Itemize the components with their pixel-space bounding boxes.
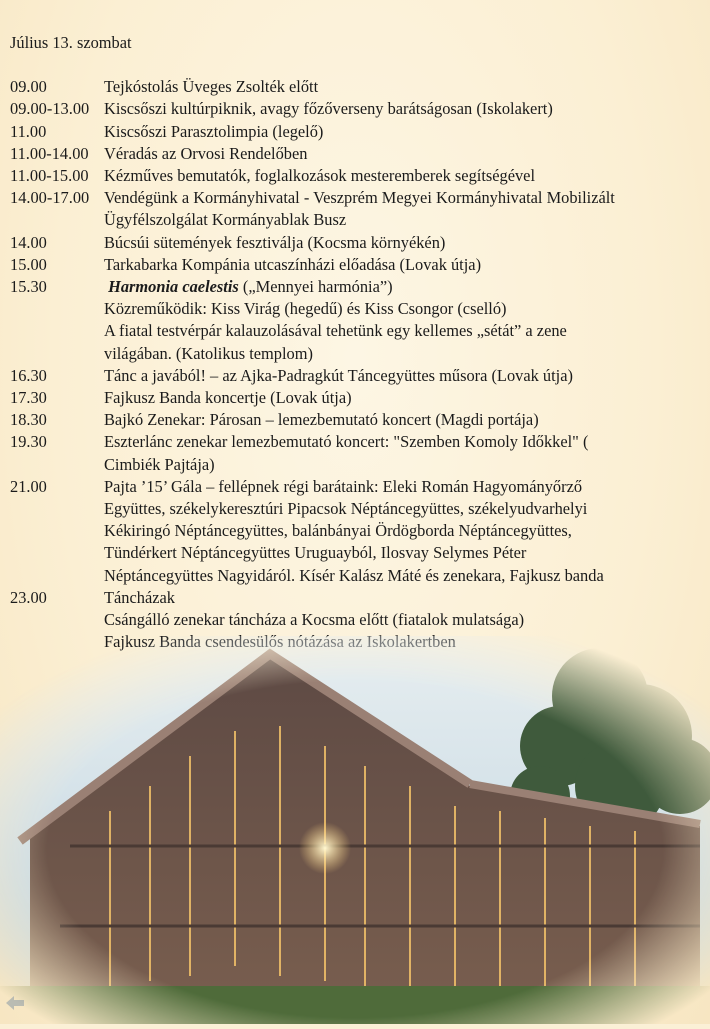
schedule-description — [104, 121, 700, 143]
description-line: Kézműves bemutatók, foglalkozások mesteremberek segítségével — [104, 166, 536, 186]
schedule-row — [10, 187, 700, 231]
schedule-description — [104, 409, 700, 431]
schedule-row — [10, 409, 700, 431]
description-line: Tejkóstolás Üveges Zsolték előtt — [104, 77, 319, 97]
schedule-time: 15.30 — [10, 277, 47, 297]
schedule-description — [104, 387, 700, 409]
back-arrow-icon[interactable] — [6, 996, 24, 1010]
schedule-description — [104, 431, 700, 475]
schedule-row — [10, 76, 700, 98]
schedule-description — [104, 143, 700, 165]
schedule-description — [104, 76, 700, 98]
description-line: Tarkabarka Kompánia utcaszínházi előadása (Lovak útja) — [104, 254, 482, 274]
description-line: Csángálló zenekar táncháza a Kocsma előtt (fiatalok mulatsága) — [104, 610, 525, 630]
schedule-row — [10, 232, 700, 254]
schedule-row — [10, 98, 700, 120]
description-line: Pajta ’15’ Gála – fellépnek régi barátaink: Eleki Román Hagyományőrző — [104, 476, 583, 496]
schedule-row — [10, 365, 700, 387]
page-title: Július 13. szombat — [10, 33, 132, 52]
schedule-time: 15.00 — [10, 254, 47, 274]
schedule-time: 16.30 — [10, 365, 47, 385]
description-line: Búcsúi sütemények fesztiválja (Kocsma környékén) — [104, 232, 446, 252]
description-line: világában. (Katolikus templom) — [104, 343, 313, 363]
description-line: Cimbiék Pajtája) — [104, 454, 215, 474]
schedule-row — [10, 476, 700, 587]
description-line: Kékiringó Néptáncegyüttes, balánbányai Ördögborda Néptáncegyüttes, — [104, 521, 572, 541]
schedule-row — [10, 254, 700, 276]
description-line: Bajkó Zenekar: Párosan – lemezbemutató koncert (Magdi portája) — [104, 410, 539, 430]
schedule-time: 11.00-15.00 — [10, 166, 89, 186]
schedule-description — [104, 187, 700, 231]
schedule-description — [104, 365, 700, 387]
schedule-time: 11.00-14.00 — [10, 143, 89, 163]
description-line: Véradás az Orvosi Rendelőben — [104, 143, 308, 163]
schedule-time: 14.00 — [10, 232, 47, 252]
description-line: A fiatal testvérpár kalauzolásával tehetünk egy kellemes „sétát” a zene — [104, 321, 567, 341]
schedule-row — [10, 143, 700, 165]
schedule-description — [104, 98, 700, 120]
description-line: Tündérkert Néptáncegyüttes Uruguayból, Ilosvay Selymes Péter — [104, 543, 527, 563]
schedule-row — [10, 165, 700, 187]
description-line: Vendégünk a Kormányhivatal - Veszprém Megyei Kormányhivatal Mobilizált — [104, 188, 615, 208]
schedule-description — [104, 232, 700, 254]
description-line: Fajkusz Banda koncertje (Lovak útja) — [104, 388, 352, 408]
schedule-time: 21.00 — [10, 476, 47, 496]
event-title-emphasis: Harmonia caelestis — [108, 277, 239, 297]
schedule-list — [10, 76, 700, 653]
schedule-time: 23.00 — [10, 587, 47, 607]
schedule-row — [10, 121, 700, 143]
schedule-time: 09.00-13.00 — [10, 99, 90, 119]
schedule-time: 18.30 — [10, 410, 47, 430]
schedule-row — [10, 431, 700, 475]
schedule-description — [104, 276, 700, 365]
schedule-time: 17.30 — [10, 388, 47, 408]
description-line: Táncházak — [104, 587, 175, 607]
description-line: Néptáncegyüttes Nagyidáról. Kísér Kalász Máté és zenekara, Fajkusz banda — [104, 565, 604, 585]
barn-photo — [0, 636, 710, 1024]
description-line: Kiscsőszi kultúrpiknik, avagy főzőverseny barátságosan (Iskolakert) — [104, 99, 553, 119]
description-line: Együttes, székelykeresztúri Pipacsok Néptáncegyüttes, székelyudvarhelyi — [104, 499, 588, 519]
schedule-row — [10, 276, 700, 365]
schedule-description — [104, 476, 700, 587]
schedule-description — [104, 165, 700, 187]
description-line: Kiscsőszi Parasztolimpia (legelő) — [104, 121, 324, 141]
schedule-description — [104, 254, 700, 276]
event-title-rest: („Mennyei harmónia”) — [242, 277, 393, 297]
schedule-time: 19.30 — [10, 432, 47, 452]
barn-illustration — [0, 636, 710, 1024]
schedule-time: 11.00 — [10, 121, 47, 141]
description-line — [104, 276, 700, 298]
schedule-time: 14.00-17.00 — [10, 188, 90, 208]
description-line: Tánc a javából! – az Ajka-Padragkút Táncegyüttes műsora (Lovak útja) — [104, 365, 573, 385]
description-line: Eszterlánc zenekar lemezbemutató koncert: "Szemben Komoly Időkkel" ( — [104, 432, 589, 452]
schedule-row — [10, 387, 700, 409]
program-document — [10, 32, 700, 653]
schedule-time: 09.00 — [10, 77, 47, 97]
description-line: Ügyfélszolgálat Kormányablak Busz — [104, 210, 347, 230]
description-line: Közreműködik: Kiss Virág (hegedű) és Kiss Csongor (cselló) — [104, 299, 507, 319]
